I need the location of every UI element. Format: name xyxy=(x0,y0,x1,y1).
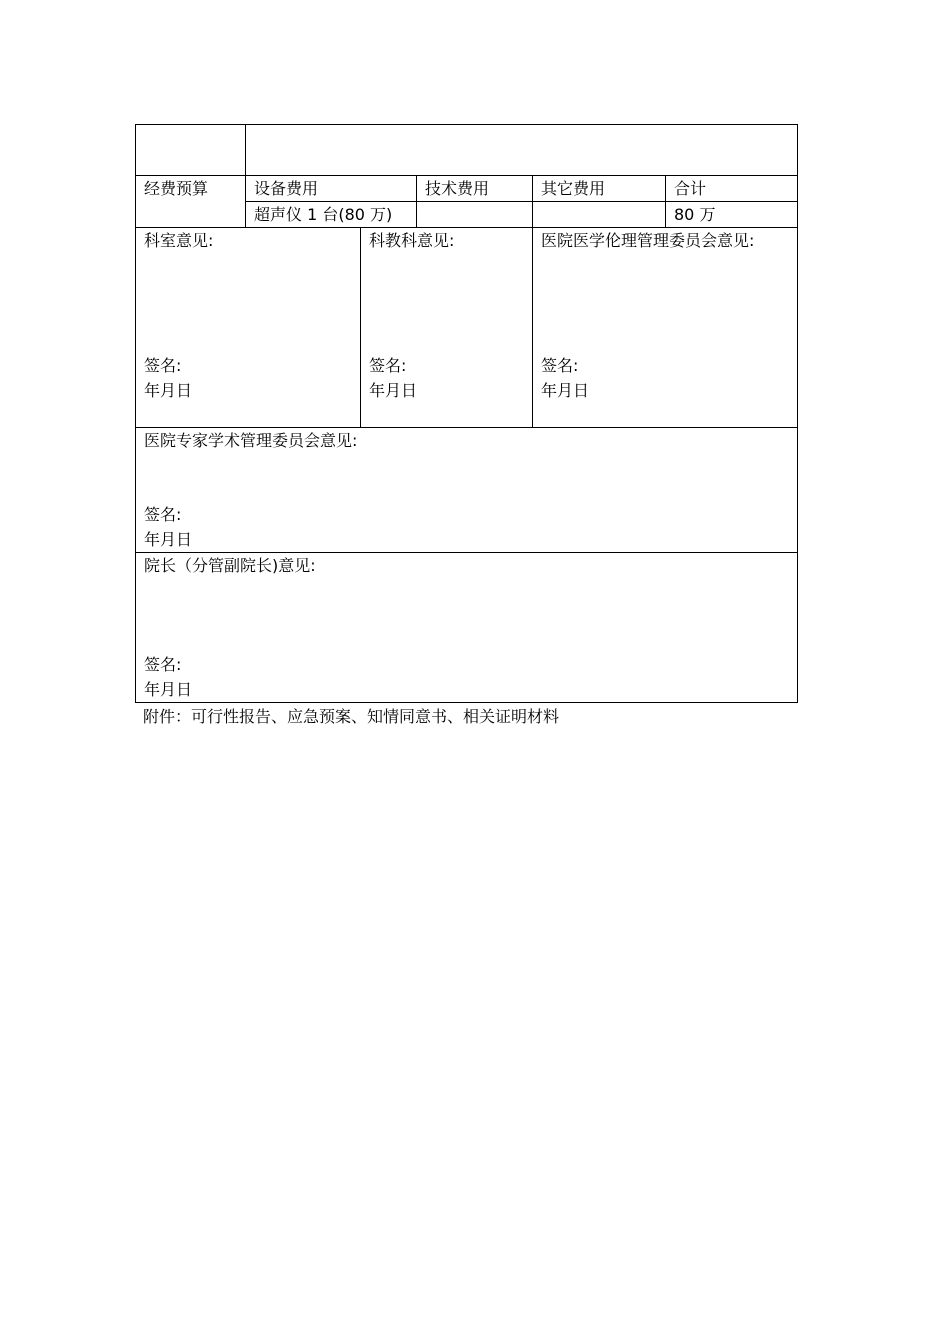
education-date-label: 年月日 xyxy=(369,381,418,400)
expert-sign-block xyxy=(144,502,192,552)
ethics-opinion-title: 医院医学伦理管理委员会意见: xyxy=(541,231,755,250)
education-opinion-cell xyxy=(361,228,533,428)
blank-content-cell xyxy=(246,125,798,176)
president-opinion-title: 院长（分管副院长)意见: xyxy=(144,556,316,575)
ethics-sign-label: 签名: xyxy=(541,356,579,375)
ethics-sign-block xyxy=(541,353,589,403)
department-sign-label: 签名: xyxy=(144,356,182,375)
attachment-note: 附件：可行性报告、应急预案、知情同意书、相关证明材料 xyxy=(143,707,560,726)
department-opinion-title: 科室意见: xyxy=(144,231,214,250)
other-cost-value xyxy=(533,202,666,228)
technical-cost-value xyxy=(417,202,533,228)
president-sign-label: 签名: xyxy=(144,655,182,674)
president-opinion-cell xyxy=(136,553,798,703)
education-sign-block xyxy=(369,353,417,403)
department-date-label: 年月日 xyxy=(144,381,193,400)
ethics-opinion-cell xyxy=(533,228,798,428)
equipment-cost-value: 超声仪 1 台(80 万) xyxy=(246,202,417,228)
expert-opinion-title: 医院专家学术管理委员会意见: xyxy=(144,431,358,450)
other-cost-header: 其它费用 xyxy=(533,176,666,202)
department-sign-block xyxy=(144,353,192,403)
expert-sign-label: 签名: xyxy=(144,505,182,524)
ethics-date-label: 年月日 xyxy=(541,381,590,400)
total-cost-header: 合计 xyxy=(666,176,798,202)
budget-label: 经费预算 xyxy=(136,176,246,228)
education-sign-label: 签名: xyxy=(369,356,407,375)
blank-label-cell xyxy=(136,125,246,176)
equipment-cost-header: 设备费用 xyxy=(246,176,417,202)
technical-cost-header: 技术费用 xyxy=(417,176,533,202)
education-opinion-title: 科教科意见: xyxy=(369,231,455,250)
total-cost-value: 80 万 xyxy=(666,202,798,228)
approval-form-table xyxy=(135,124,798,703)
department-opinion-cell xyxy=(136,228,361,428)
expert-opinion-cell xyxy=(136,428,798,553)
president-sign-block xyxy=(144,652,192,702)
president-date-label: 年月日 xyxy=(144,680,193,699)
expert-date-label: 年月日 xyxy=(144,530,193,549)
